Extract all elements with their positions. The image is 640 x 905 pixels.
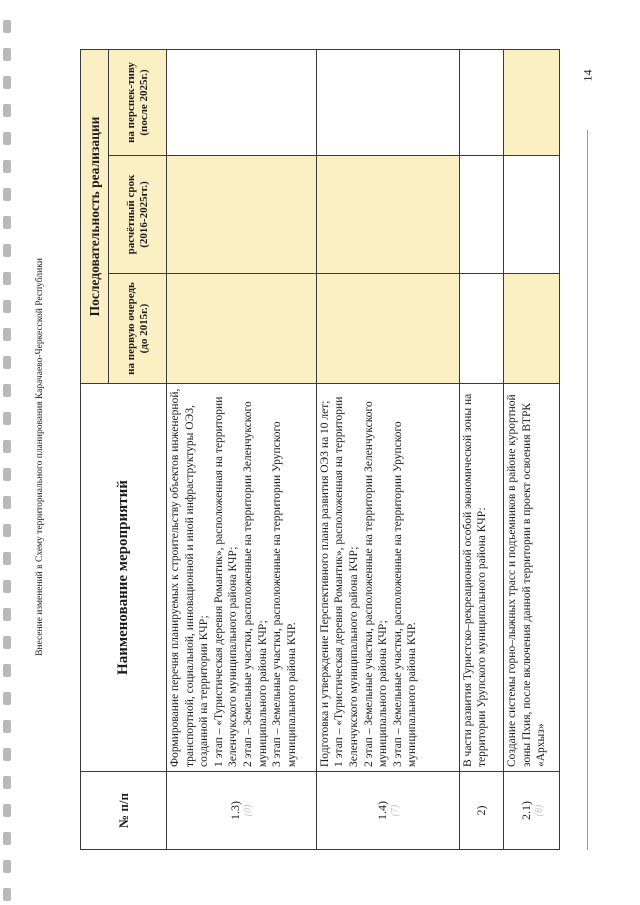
header-number: № п/п [81,772,167,850]
measure-description [167,384,317,772]
binder-hole [3,48,11,61]
row-number [459,772,504,850]
binder-hole [3,412,11,425]
binder-hole [3,496,11,509]
page-divider-line [587,130,588,850]
stage-cell-1 [504,274,560,384]
binder-hole [3,608,11,621]
table-row [504,49,560,849]
binder-hole [3,468,11,481]
binder-hole [3,580,11,593]
measure-line: Подготовка и утверждение Перспективного плана развития ОЭЗ на 10 лет; [318,400,331,767]
measure-line: 2 этап – Земельные участки, расположенные на территории Зеленчукского муниципального района КЧР; [362,401,390,767]
page-number: 14 [580,69,595,82]
binder-hole [3,692,11,705]
measure-line: 3 этап – Земельные участки, расположенные на территории Урупского муниципального района КЧР. [271,421,298,767]
measure-line: 3 этап – Земельные участки, расположенные на территории Урупского муниципального района КЧР. [391,421,419,767]
table-row [316,49,459,849]
stage-cell-1 [167,274,317,384]
document-header: Внесение изменений в Схему территориального планирования Карачаево-Черкесской Республики [35,258,45,656]
stage-cell-2 [459,156,504,274]
handwritten-mark: (0) [243,804,255,817]
binder-hole [3,552,11,565]
binder-hole [3,76,11,89]
binder-hole [3,244,11,257]
header-stage-perspective: на перспек-тиву (после 2025г.) [109,49,167,155]
header-implementation-sequence: Последовательность реализации [81,49,109,383]
measure-line: 2 этап – Земельные участки, расположенные на территории Зеленчукского муниципального района КЧР; [241,401,269,767]
handwritten-mark: (8) [533,804,545,817]
binder-hole [3,748,11,761]
binder-hole [3,384,11,397]
binder-hole [3,104,11,117]
binder-hole [3,160,11,173]
stage-cell-3 [316,49,459,155]
stage-cell-3 [459,49,504,155]
measure-line: Создание системы горно–лыжных трасс и подъемников в районе курортной зоны Пхия, после включения данной территории в проект освоения ВТРК «Архыз» [506,394,548,767]
row-number-text: 2.1) [518,801,533,820]
measure-line: Формирование перечня планируемых к строительству объектов инженерной, транспортной, социальной, инновационной и иной инфраструктуры ОЭЗ, созданной на территории КЧР; [169,388,211,767]
row-number [316,772,459,850]
binder-hole [3,776,11,789]
row-number [167,772,317,850]
stage-cell-1 [316,274,459,384]
binder-hole [3,860,11,873]
stage-cell-3 [504,49,560,155]
binder-hole [3,188,11,201]
binder-hole [3,20,11,33]
table-row [167,49,317,849]
measures-table [80,49,560,850]
row-number-text: 1.3) [228,801,243,820]
row-number-text: 1.4) [374,801,389,820]
binder-hole [3,524,11,537]
binder-hole [3,832,11,845]
binder-hole [3,132,11,145]
stage-cell-3 [167,49,317,155]
measure-description [316,384,459,772]
stage-cell-2 [167,156,317,274]
binder-hole [3,216,11,229]
row-number-text: 2) [473,805,488,816]
measures-table-container [80,50,560,850]
binder-hole [3,328,11,341]
binder-hole [3,888,11,901]
binder-hole [3,636,11,649]
measure-description [459,384,504,772]
header-stage-first: на первую очередь (до 2015г.) [109,274,167,384]
header-stage-calculated: расчётный срок (2016-2025гг.) [109,156,167,274]
binder-hole [3,272,11,285]
measure-line: В части развития Туристско–рекреационной особой экономической зоны на территории Урупского муниципального района КЧР: [461,393,489,767]
binder-hole [3,356,11,369]
binder-hole [3,440,11,453]
binder-hole [3,720,11,733]
stage-cell-2 [504,156,560,274]
measure-line: 1 этап – «Туристическая деревня Романтик», расположенная на территории Зеленчукского муниципального района КЧР; [333,396,361,767]
binder-holes [0,0,14,905]
measure-description [504,384,560,772]
stage-cell-2 [316,156,459,274]
measure-line: 1 этап – «Туристическая деревня Романтик», расположенная на территории Зеленчукского муниципального района КЧР; [212,396,240,767]
binder-hole [3,300,11,313]
table-row [459,49,504,849]
handwritten-mark: (7) [389,804,401,817]
binder-hole [3,664,11,677]
row-number [504,772,560,850]
binder-hole [3,804,11,817]
header-measures-name: Наименование мероприятий [81,384,167,772]
stage-cell-1 [459,274,504,384]
